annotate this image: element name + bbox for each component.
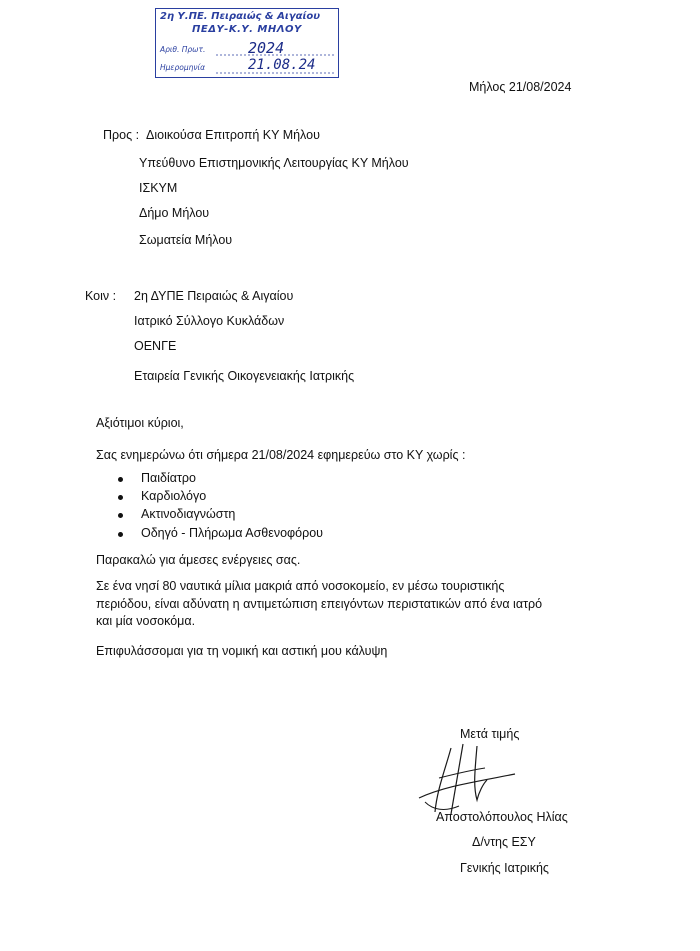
stamp-date-value: 21.08.24 (248, 57, 316, 73)
cc-label: Κοιν : (85, 289, 117, 303)
closing-regards: Μετά τιμής (460, 727, 520, 741)
intro-text: Σας ενημερώνω ότι σήμερα 21/08/2024 εφημερεύω στο ΚΥ χωρίς : (96, 448, 466, 462)
bullet-icon (118, 532, 123, 537)
missing-item: Οδηγό - Πλήρωμα Ασθενοφόρου (141, 526, 323, 540)
place-date: Μήλος 21/08/2024 (469, 80, 572, 94)
handwritten-signature (415, 740, 525, 820)
paragraph-line: και μία νοσοκόμα. (96, 614, 196, 628)
reservation-text: Επιφυλάσσομαι για τη νομική και αστική μου κάλυψη (96, 644, 388, 658)
missing-item: Παιδίατρο (141, 471, 196, 485)
stamp-protocol-label: Αριθ. Πρωτ. (160, 45, 206, 54)
paragraph-line: Σε ένα νησί 80 ναυτικά μίλια μακριά από νοσοκομείο, εν μέσω τουριστικής (96, 579, 505, 593)
signatory-name: Αποστολόπουλος Ηλίας (436, 810, 568, 824)
stamp-authority: 2η Υ.ΠΕ. Πειραιώς & Αιγαίου (160, 11, 320, 22)
cc-item: 2η ΔΥΠΕ Πειραιώς & Αιγαίου (134, 289, 294, 303)
stamp-unit: ΠΕΔΥ-Κ.Υ. ΜΗΛΟΥ (192, 24, 302, 35)
recipient-item: ΙΣΚΥΜ (139, 181, 178, 195)
stamp-protocol-value: 2024 (248, 39, 285, 57)
recipient-item: Σωματεία Μήλου (139, 233, 233, 247)
signatory-title: Δ/ντης ΕΣΥ (472, 835, 536, 849)
cc-item: Ιατρικό Σύλλογο Κυκλάδων (134, 314, 285, 328)
request-text: Παρακαλώ για άμεσες ενέργειες σας. (96, 553, 301, 567)
missing-item: Καρδιολόγο (141, 489, 207, 503)
greeting: Αξιότιμοι κύριοι, (96, 416, 184, 430)
cc-item: Εταιρεία Γενικής Οικογενειακής Ιατρικής (134, 369, 355, 383)
cc-item: ΟΕΝΓΕ (134, 339, 177, 353)
recipients-label: Προς : (103, 128, 140, 142)
signatory-specialty: Γενικής Ιατρικής (460, 861, 549, 875)
stamp-date-label: Ημερομηνία (160, 63, 206, 72)
bullet-icon (118, 495, 123, 500)
missing-item: Ακτινοδιαγνώστη (141, 507, 236, 521)
recipient-item: Διοικούσα Επιτροπή ΚΥ Μήλου (146, 128, 320, 142)
official-stamp (155, 8, 339, 78)
paragraph-line: περιόδου, είναι αδύνατη η αντιμετώπιση επειγόντων περιστατικών από ένα ιατρό (96, 597, 543, 611)
stamp-dotted-lines (156, 9, 340, 79)
bullet-icon (118, 477, 123, 482)
recipient-item: Δήμο Μήλου (139, 206, 210, 220)
bullet-icon (118, 513, 123, 518)
recipient-item: Υπεύθυνο Επιστημονικής Λειτουργίας ΚΥ Μήλου (139, 156, 409, 170)
